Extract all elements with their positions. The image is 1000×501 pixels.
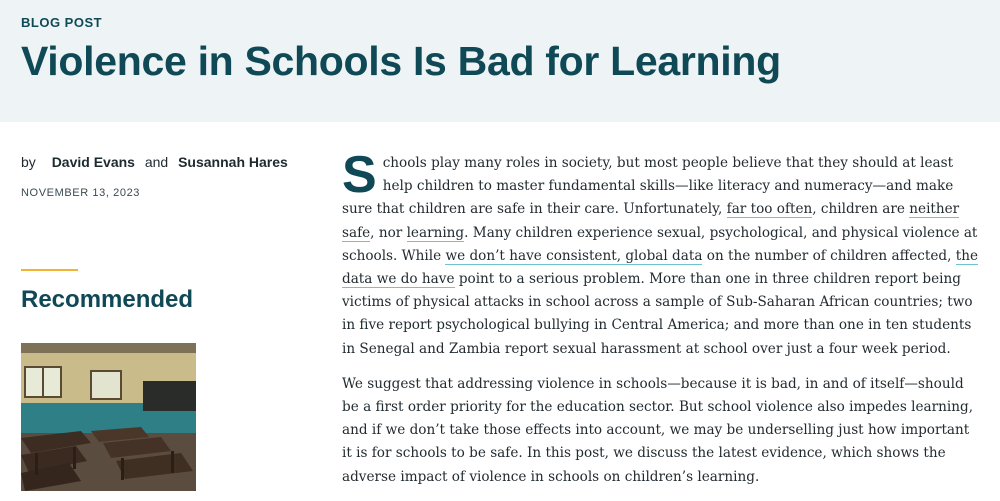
inline-link[interactable]: neither safe	[342, 201, 960, 241]
inline-link[interactable]: learning	[406, 224, 465, 241]
inline-link[interactable]: far too often	[726, 201, 813, 218]
byline-conjunction: and	[144, 154, 169, 170]
classroom-photo	[21, 343, 196, 491]
article-paragraph-2: We suggest that addressing violence in schools—because it is bad, in and of itself—should be a first order priority for the education sector. But school violence also impedes learning, and if we don’t take those effects into account, we may be underselling just how important it is for schools to be safe. In this post, we discuss the latest evidence, which shows the adverse impact of violence in schools on children’s learning.	[342, 375, 974, 485]
author-link-susannah-hares[interactable]: Susannah Hares	[178, 154, 288, 170]
content-type-label: BLOG POST	[21, 15, 103, 30]
byline	[21, 154, 288, 170]
inline-link[interactable]: the data we do have	[342, 247, 979, 288]
byline-prefix: by	[21, 154, 36, 170]
inline-link[interactable]: we don’t have consistent, global data	[445, 247, 703, 264]
recommended-heading: Recommended	[21, 286, 194, 313]
recommended-article-image[interactable]	[21, 343, 196, 491]
article-body	[342, 146, 982, 501]
body-text: , children are	[812, 201, 910, 218]
article-paragraph-1	[342, 146, 982, 361]
author-link-david-evans[interactable]: David Evans	[51, 154, 135, 170]
drop-cap: S	[342, 146, 377, 204]
page-header	[0, 0, 1000, 122]
section-divider	[21, 269, 78, 271]
page-title: Violence in Schools Is Bad for Learning	[21, 38, 781, 84]
body-text: point to a serious problem. More than one in three children report being victims of physical attacks in school across a sample of Sub-Saharan African countries; two in five report psychological bullying in Central America; and more than one in ten students in Senegal and Zambia report sexual harassment at school over just a four week period.	[342, 271, 973, 357]
body-text: on the number of children affected,	[702, 247, 956, 264]
body-text: , nor	[370, 224, 407, 241]
body-text: . Many children experience sexual, psychological, and physical violence at schools. While	[342, 224, 978, 264]
body-text: chools play many roles in society, but most people believe that they should at least help children to master fundamental skills—like literacy and numeracy—and make sure that children are safe in their care. Unfortunately,	[342, 155, 954, 218]
publish-date: NOVEMBER 13, 2023	[21, 187, 141, 199]
